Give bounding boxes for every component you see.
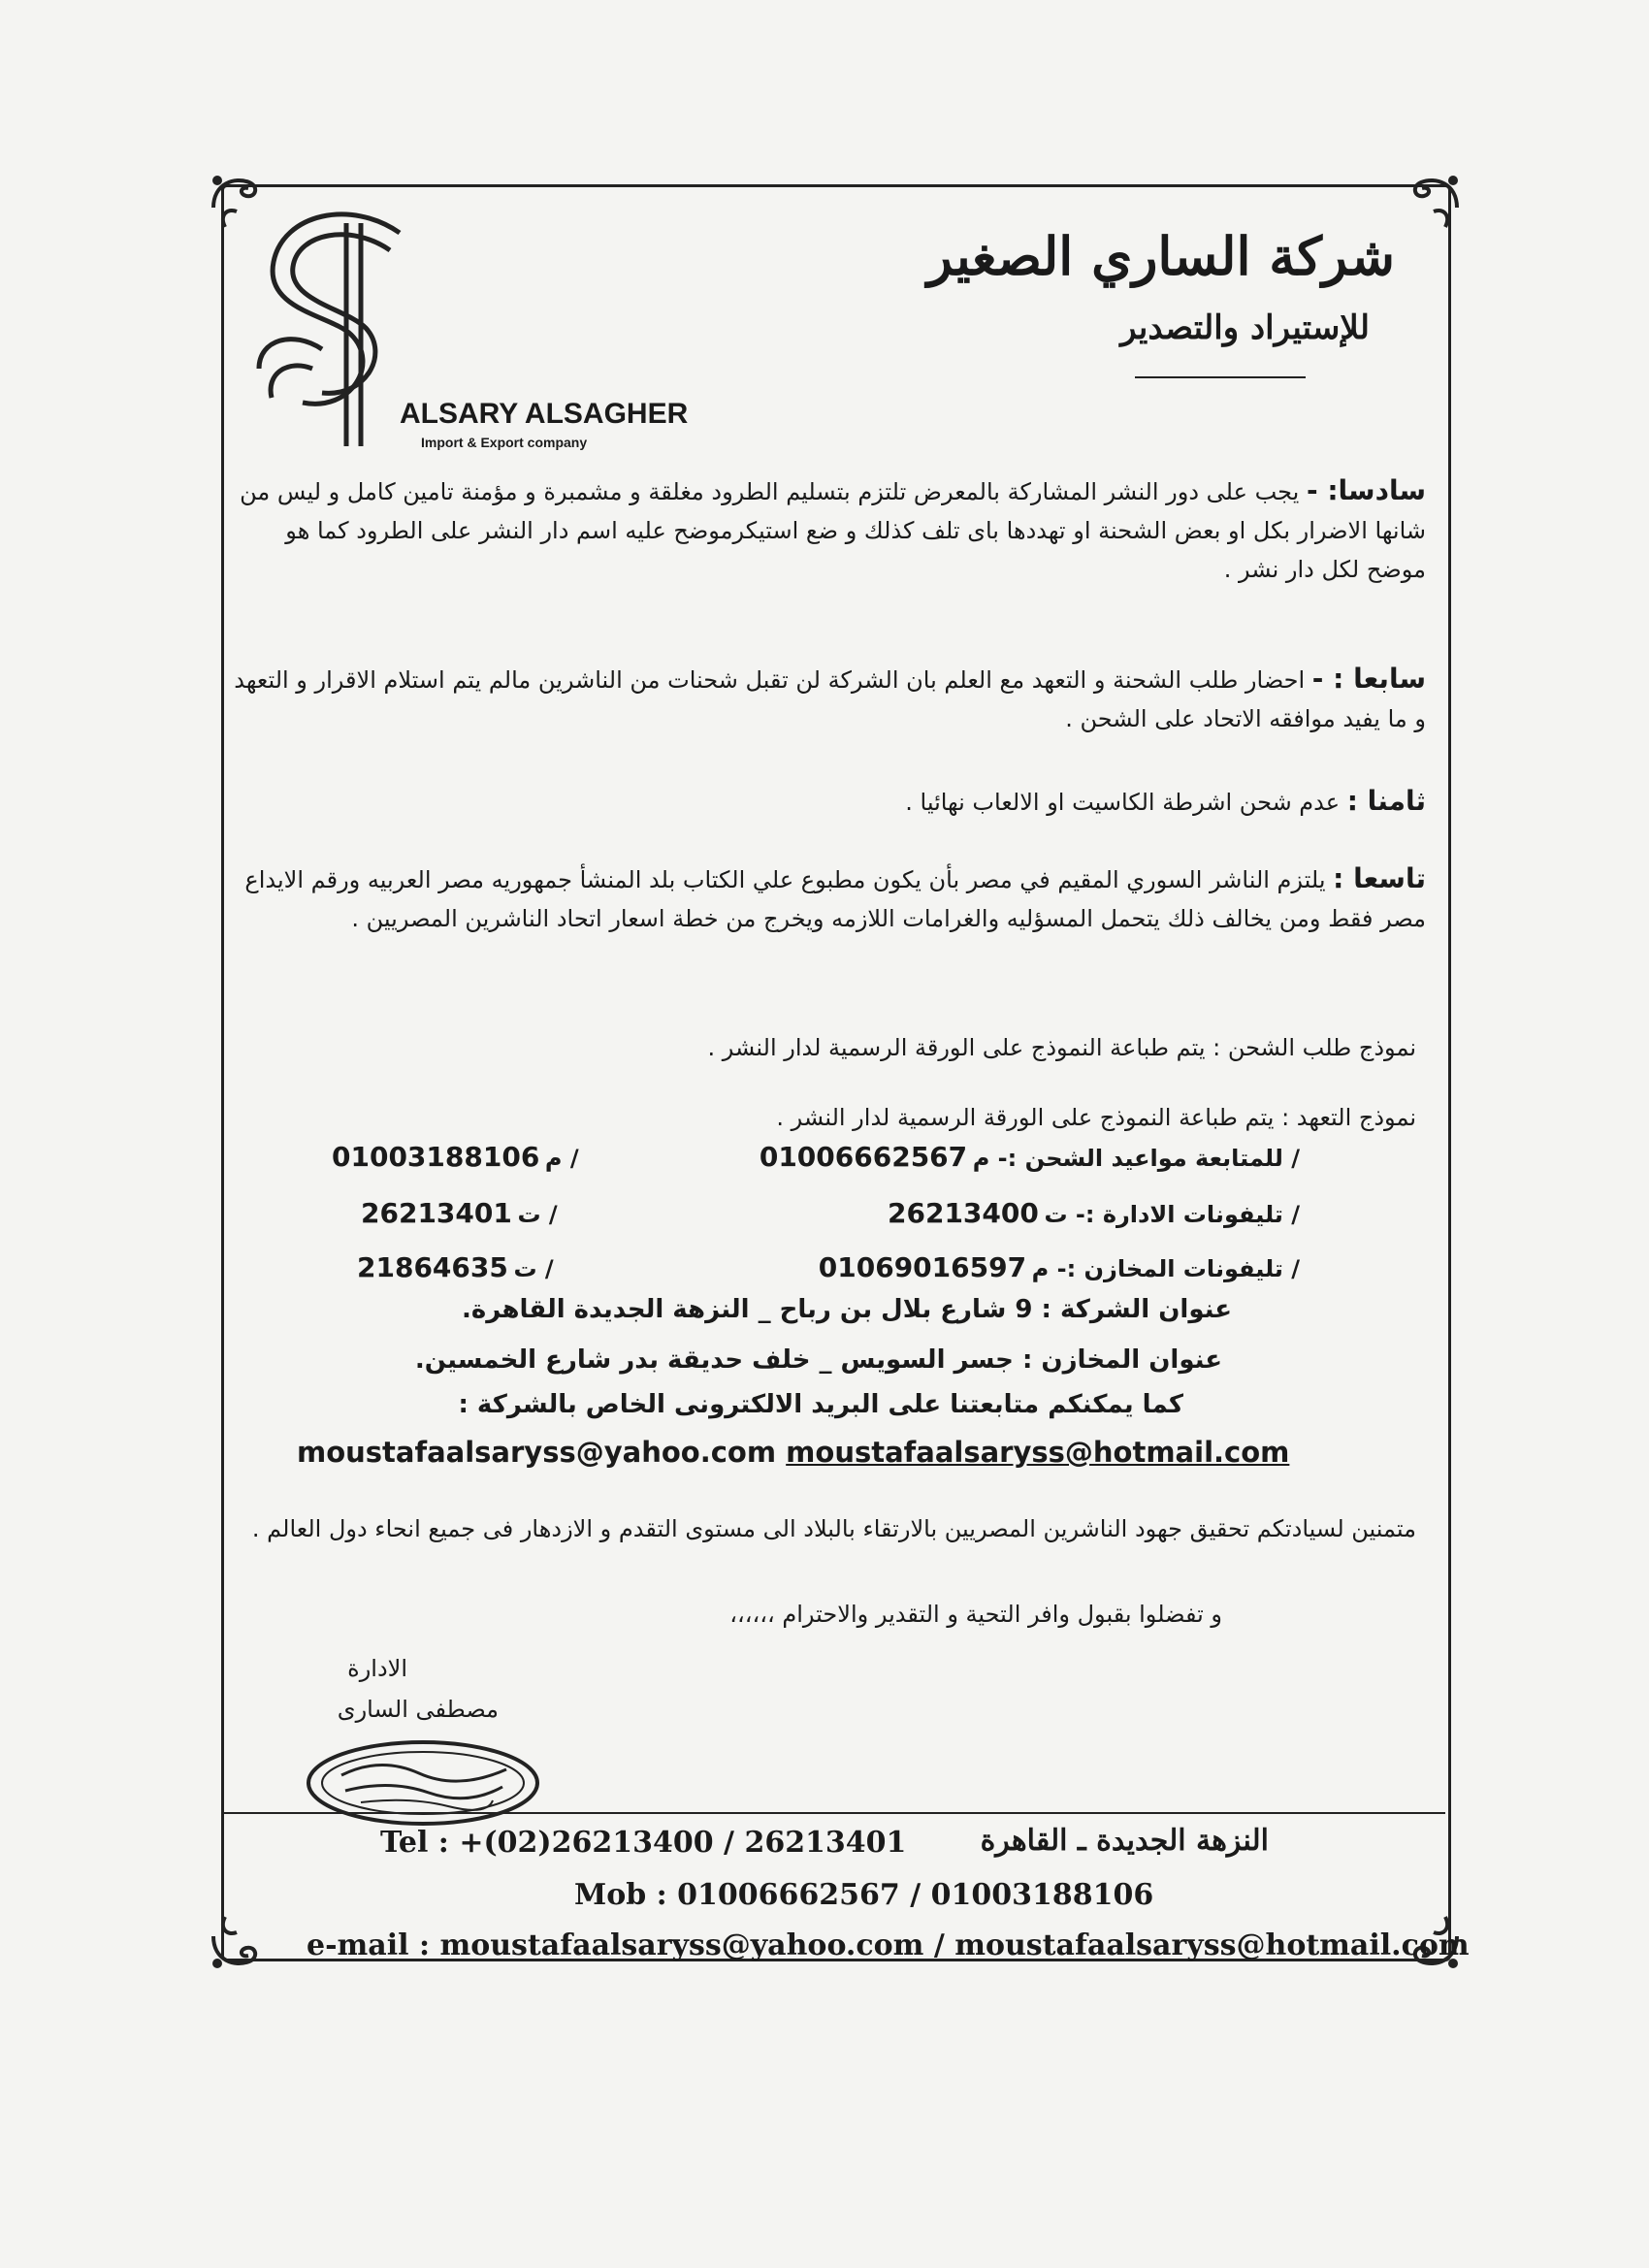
admin-phone-row-2 <box>361 1197 558 1229</box>
company-name-en: ALSARY ALSAGHER <box>400 398 689 430</box>
clause-ninth <box>223 859 1426 938</box>
email-intro: كما يمكنكم متابعتنا على البريد الالكترونى الخاص بالشركة : <box>458 1390 1183 1419</box>
stores-number-1: 01069016597 <box>818 1251 1027 1283</box>
footer-divider <box>221 1812 1445 1814</box>
clause-ninth-label: تاسعا : <box>1333 862 1426 894</box>
email-hotmail-link[interactable]: moustafaalsaryss@hotmail.com <box>786 1436 1290 1469</box>
company-name-ar: شركة الساري الصغير <box>926 225 1395 287</box>
followup-row <box>760 1141 1300 1173</box>
email-links <box>297 1436 1289 1469</box>
followup-prefix-2: م / <box>544 1145 579 1172</box>
form-shipping-note: نموذج طلب الشحن : يتم طباعة النموذج على الورقة الرسمية لدار النشر . <box>707 1034 1416 1061</box>
clause-eighth <box>223 782 1426 822</box>
signature-department: الادارة <box>347 1655 407 1682</box>
clause-eighth-text: عدم شحن اشرطة الكاسيت او الالعاب نهائيا . <box>905 789 1341 816</box>
corner-ornament-icon <box>206 1907 274 1975</box>
footer-location: النزهة الجديدة ـ القاهرة <box>980 1824 1269 1858</box>
followup-label: للمتابعة مواعيد الشحن :- م / <box>972 1145 1300 1172</box>
clause-eighth-label: ثامنا : <box>1346 785 1426 817</box>
admin-prefix-2: ت / <box>517 1201 558 1228</box>
signature-name: مصطفى السارى <box>337 1696 499 1723</box>
admin-phone-row <box>888 1197 1300 1229</box>
stores-phone-row <box>819 1251 1300 1283</box>
footer-email: e-mail : moustafaalsaryss@yahoo.com / moustafaalsaryss@hotmail.com <box>307 1928 1470 1962</box>
stores-address: عنوان المخازن : جسر السويس _ خلف حديقة بدر شارع الخمسين. <box>414 1345 1222 1375</box>
email-yahoo-link[interactable]: moustafaalsaryss@yahoo.com <box>297 1436 777 1469</box>
company-stamp <box>303 1736 543 1830</box>
stores-label: تليفونات المخازن :- م / <box>1031 1255 1300 1282</box>
followup-number-1: 01006662567 <box>759 1141 968 1173</box>
followup-row-2 <box>332 1141 579 1173</box>
closing-wish: متمنين لسيادتكم تحقيق جهود الناشرين المصريين بالارتقاء بالبلاد الى مستوى التقدم و الازدهار فى جميع انحاء دول العالم . <box>251 1515 1416 1542</box>
company-subtitle-en: Import & Export company <box>421 435 588 450</box>
footer-mobile: Mob : 01006662567 / 01003188106 <box>574 1878 1154 1912</box>
company-logo <box>244 204 689 456</box>
clause-seventh <box>223 660 1426 738</box>
clause-sixth <box>223 471 1426 589</box>
footer-tel: Tel : +(02)26213400 / 26213401 <box>380 1826 907 1860</box>
followup-number-2: 01003188106 <box>332 1141 540 1173</box>
clause-seventh-label: سابعا : - <box>1311 663 1426 695</box>
clause-ninth-text: يلتزم الناشر السوري المقيم في مصر بأن يكون مطبوع علي الكتاب بلد المنشأ جمهوريه مصر العربيه ورقم الايداع مصر فقط ومن يخالف ذلك يتحمل المسؤليه والغرامات اللازمه ويخرج من خطة اسعار اتحاد الناشرين المصريين . <box>244 866 1426 932</box>
company-subtitle-ar: للإستيراد والتصدير <box>1120 308 1370 347</box>
stores-prefix-2: ت / <box>513 1255 554 1282</box>
clause-seventh-text: احضار طلب الشحنة و التعهد مع العلم بان الشركة لن تقبل شحنات من الناشرين مالم يتم استلام الاقرار و التعهد و ما يفيد موافقه الاتحاد على الشحن . <box>234 666 1426 732</box>
company-address: عنوان الشركة : 9 شارع بلال بن رباح _ النزهة الجديدة القاهرة. <box>462 1295 1232 1324</box>
admin-number-2: 26213401 <box>361 1197 512 1229</box>
closing-regards: و تفضلوا بقبول وافر التحية و التقدير والاحترام ،،،،،، <box>729 1601 1222 1628</box>
clause-sixth-text: يجب على دور النشر المشاركة بالمعرض تلتزم بتسليم الطرود مغلقة و مشمبرة و مؤمنة تامين كامل و ليس من شانها الاضرار بكل او بعض الشحنة او تهددها باى تلف كذلك و ضع استيكرموضح عليه اسم دار النشر على الطرود كما هو موضح لكل دار نشر . <box>240 478 1426 583</box>
admin-number-1: 26213400 <box>888 1197 1039 1229</box>
title-underline <box>1135 376 1306 378</box>
stores-number-2: 21864635 <box>357 1251 508 1283</box>
corner-ornament-icon <box>1397 169 1465 237</box>
clause-sixth-label: سادسا: - <box>1306 474 1426 506</box>
stores-phone-row-2 <box>357 1251 554 1283</box>
form-pledge-note: نموذج التعهد : يتم طباعة النموذج على الورقة الرسمية لدار النشر . <box>776 1104 1416 1131</box>
admin-label: تليفونات الادارة :- ت / <box>1044 1201 1300 1228</box>
